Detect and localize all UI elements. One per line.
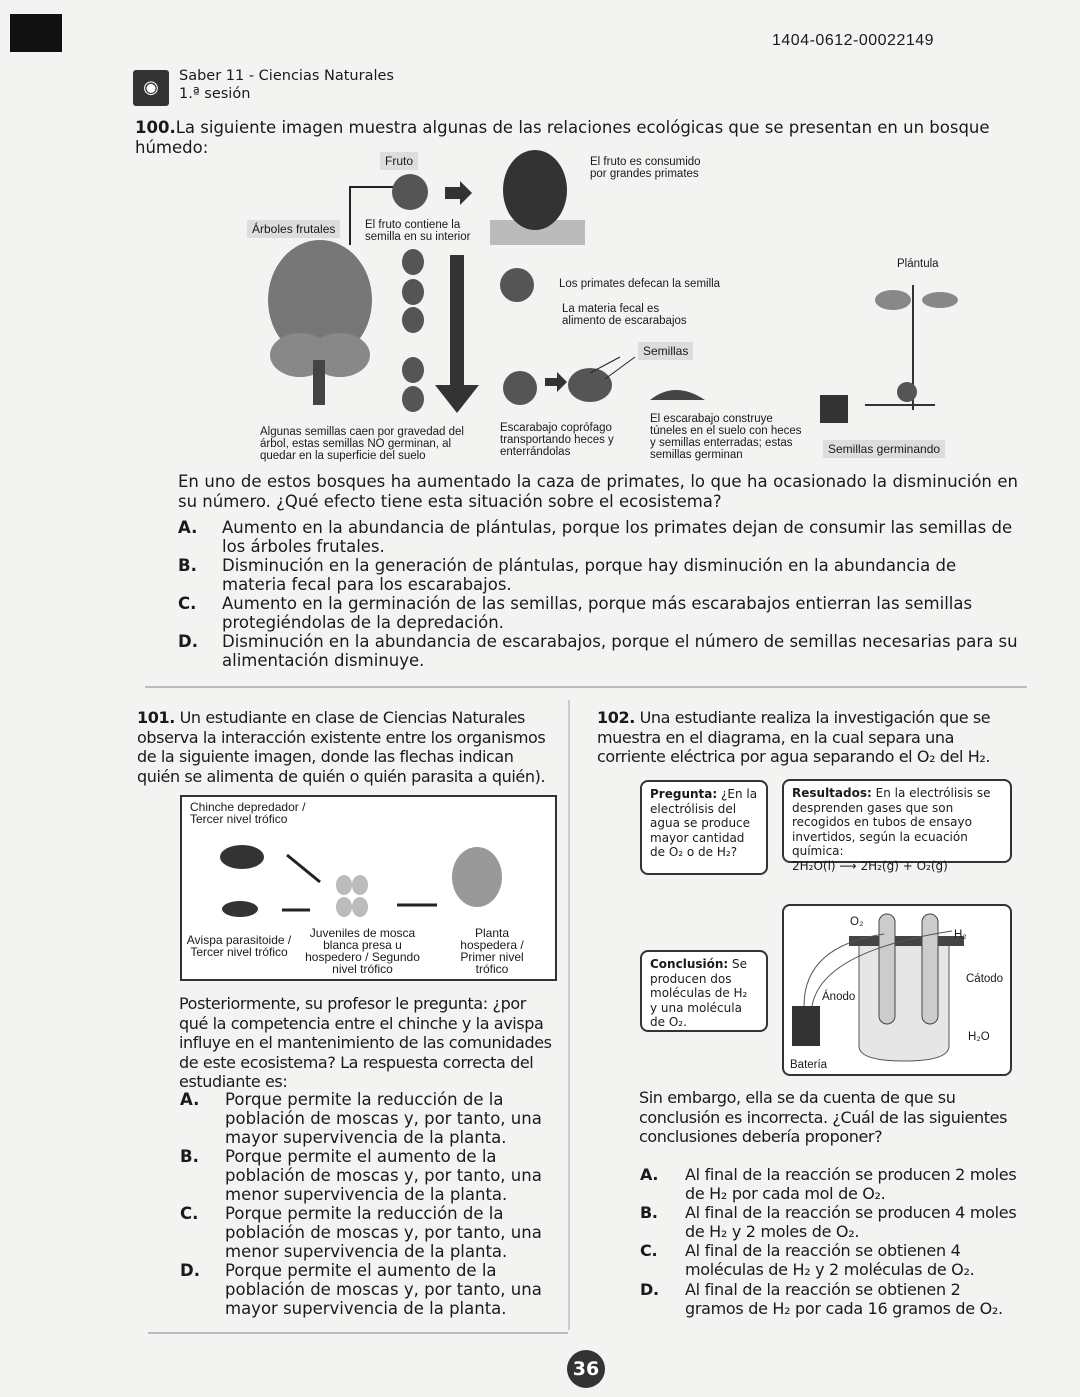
q100-option-d[interactable]: D. Disminución en la abundancia de escarabajos, porque el número de semillas necesarias para su alimentación disminuye. xyxy=(178,632,1018,670)
label-plantula: Plántula xyxy=(897,258,939,270)
q100-question: En uno de estos bosques ha aumentado la caza de primates, lo que ha ocasionado la disminución en su número. ¿Qué efecto tiene esta situación sobre el ecosistema? xyxy=(178,472,1018,511)
q101-option-a[interactable]: A. Porque permite la reducción de la población de moscas y, por tanto, una mayor supervivencia de la planta. xyxy=(180,1090,542,1147)
primate-icon xyxy=(503,150,567,230)
q101-option-d[interactable]: D. Porque permite el aumento de la población de moscas y, por tanto, una mayor supervivencia de la planta. xyxy=(180,1261,542,1318)
fruit-icon xyxy=(392,174,428,210)
label-h2: H₂ xyxy=(954,929,967,941)
label-o2: O₂ xyxy=(850,916,864,928)
q101-question: Posteriormente, su profesor le pregunta: ¿por qué la competencia entre el chinche y la avispa influye en el mantenimiento de las comunidades de este ecosistema? La respuesta correcta del estudiante es: xyxy=(179,994,552,1091)
divider xyxy=(145,686,1027,688)
conclusion-box: Conclusión: Se producen dos moléculas de H₂ y una molécula de O₂. xyxy=(640,950,768,1032)
wasp-icon xyxy=(222,901,258,917)
label-planta: Planta hospedera / Primer nivel trófico xyxy=(460,926,524,976)
label-anodo: Ánodo xyxy=(822,991,856,1003)
label-catodo: Cátodo xyxy=(966,973,1004,985)
divider-bottom xyxy=(148,1332,568,1334)
label-juveniles: Juveniles de mosca blanca presa u hospedero / Segundo nivel trófico xyxy=(305,926,420,976)
electrolysis-illustration xyxy=(784,906,1010,1074)
label-escarabajo: Escarabajo coprófago transportando heces y enterrándolas xyxy=(500,422,614,458)
q100-stem: 100.La siguiente imagen muestra algunas de las relaciones ecológicas que se presentan en un bosque húmedo: xyxy=(135,118,990,157)
label-h2o: H₂O xyxy=(968,1031,990,1043)
logo-icon: ◉ xyxy=(133,70,169,106)
label-arboles: Árboles frutales xyxy=(247,220,340,238)
q102-question: Sin embargo, ella se da cuenta de que su conclusión es incorrecta. ¿Cuál de las siguientes conclusiones debería proponer? xyxy=(639,1088,1008,1146)
q102-option-a[interactable]: A. Al final de la reacción se producen 2 moles de H₂ por cada mol de O₂. xyxy=(640,1165,1017,1203)
label-chinche: Chinche depredador / Tercer nivel trófico xyxy=(190,800,306,826)
scan-mark xyxy=(10,14,62,52)
page-number: 36 xyxy=(567,1350,605,1388)
ecology-diagram xyxy=(245,145,1025,465)
q102-option-d[interactable]: D. Al final de la reacción se obtienen 2 gramos de H₂ por cada 16 gramos de O₂. xyxy=(640,1280,1003,1318)
down-arrow-icon xyxy=(435,255,479,413)
booklet-code: 1404-0612-00022149 xyxy=(772,32,935,49)
q101-option-b[interactable]: B. Porque permite el aumento de la población de moscas y, por tanto, una menor supervivencia de la planta. xyxy=(180,1147,542,1204)
q102-option-c[interactable]: C. Al final de la reacción se obtienen 4 moléculas de H₂ y 2 moléculas de O₂. xyxy=(640,1241,975,1279)
label-consumido: El fruto es consumido por grandes primates xyxy=(590,156,701,180)
exam-session: 1.ª sesión xyxy=(179,86,251,102)
battery-icon xyxy=(792,1006,820,1046)
bug-icon xyxy=(220,845,264,869)
exam-header xyxy=(179,67,394,103)
label-germinando: Semillas germinando xyxy=(823,440,945,458)
plant-icon xyxy=(452,847,502,907)
label-semillas: Semillas xyxy=(638,342,693,360)
label-tuneles: El escarabajo construye túneles en el suelo con heces y semillas enterradas; estas semillas germinan xyxy=(650,413,802,461)
q100-option-c[interactable]: C. Aumento en la germinación de las semillas, porque más escarabajos entierran las semillas protegiéndolas de la depredación. xyxy=(178,594,973,632)
q101-stem: 101. Un estudiante en clase de Ciencias Naturales observa la interacción existente entre los organismos de la siguiente imagen, donde las flechas indican quién se alimenta de quién o quién parasita a quién). xyxy=(137,708,546,786)
q102-stem: 102. Una estudiante realiza la investigación que se muestra en el diagrama, en la cual separa una corriente eléctrica por agua separando el O₂ del H₂. xyxy=(597,708,991,766)
label-defecan: Los primates defecan la semilla xyxy=(559,278,721,290)
label-caen: Algunas semillas caen por gravedad del árbol, estas semillas NO germinan, al quedar en la superficie del suelo xyxy=(260,426,464,462)
food-web-diagram xyxy=(180,795,557,981)
pregunta-box: Pregunta: ¿En la electrólisis del agua se produce mayor cantidad de O₂ o de H₂? xyxy=(640,780,768,875)
q102-option-b[interactable]: B. Al final de la reacción se producen 4 moles de H₂ y 2 moles de O₂. xyxy=(640,1203,1017,1241)
label-bateria: Batería xyxy=(790,1059,828,1071)
resultados-box: Resultados: En la electrólisis se desprenden gases que son recogidos en tubos de ensayo invertidos, según la ecuación química: 2H₂O(l) ⟶ 2H₂(g) + O₂(g) xyxy=(782,779,1012,863)
q100-option-b[interactable]: B. Disminución en la generación de plántulas, porque hay disminución en la abundancia de materia fecal para los escarabajos. xyxy=(178,556,957,594)
label-fruto: Fruto xyxy=(380,152,418,170)
column-divider xyxy=(568,700,570,1330)
label-materia: La materia fecal es alimento de escarabajos xyxy=(562,303,687,327)
label-fruto-contiene: El fruto contiene la semilla en su interior xyxy=(365,219,471,243)
q100-option-a[interactable]: A. Aumento en la abundancia de plántulas, porque los primates dejan de consumir las semillas de los árboles frutales. xyxy=(178,518,1013,556)
electrolysis-box xyxy=(782,904,1012,1076)
q101-option-c[interactable]: C. Porque permite la reducción de la población de moscas y, por tanto, una menor supervivencia de la planta. xyxy=(180,1204,542,1261)
label-avispa: Avispa parasitoide / Tercer nivel trófico xyxy=(186,933,292,959)
exam-title: Saber 11 - Ciencias Naturales xyxy=(179,68,394,84)
